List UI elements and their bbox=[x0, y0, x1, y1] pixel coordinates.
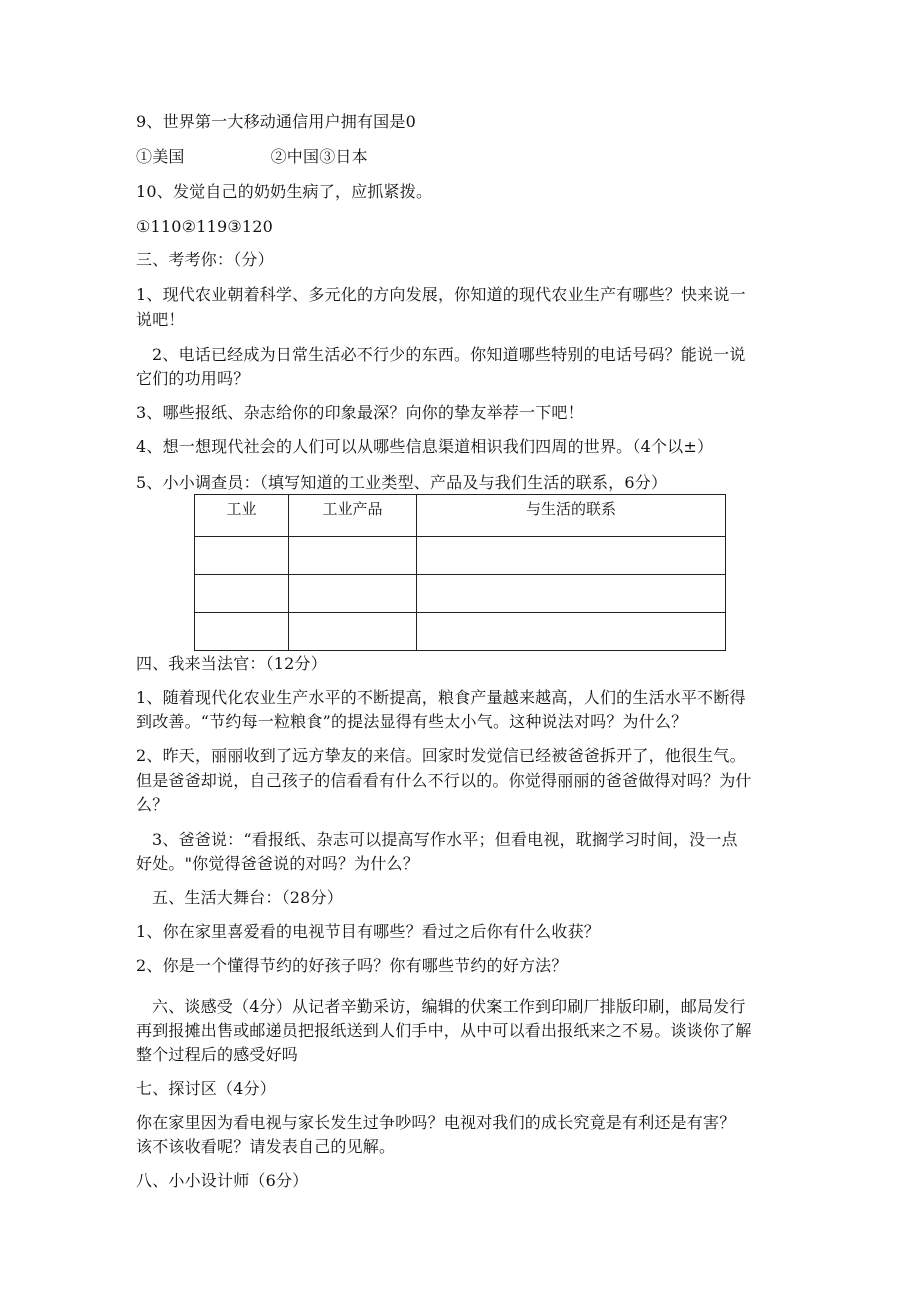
q9-option-bc: ②中国③日本 bbox=[270, 147, 368, 166]
sec4-q2-line2: 但是爸爸却说，自己孩子的信看看有什么不行以的。你觉得丽丽的爸爸做得对吗？为什 bbox=[136, 771, 752, 790]
table-row bbox=[195, 575, 726, 613]
sec4-q1-line2: 到改善。“节约每一粒粮食”的提法显得有些太小气。这种说法对吗？为什么？ bbox=[136, 712, 688, 731]
sec7-heading: 七、探讨区（4分） bbox=[136, 1079, 276, 1098]
header-industry: 工业 bbox=[195, 495, 289, 537]
q10-options: ①110②119③120 bbox=[136, 217, 274, 236]
table-row bbox=[195, 613, 726, 651]
header-products: 工业产品 bbox=[289, 495, 417, 537]
table-cell[interactable] bbox=[417, 613, 726, 651]
table-cell[interactable] bbox=[417, 575, 726, 613]
sec4-q1-line1: 1、随着现代化农业生产水平的不断提高，粮食产量越来越高，人们的生活水平不断得 bbox=[136, 688, 746, 707]
sec3-q5: 5、小小调查员：（填写知道的工业类型、产品及与我们生活的联系，6分） bbox=[136, 473, 668, 492]
sec3-q2-line2: 它们的功用吗？ bbox=[136, 369, 250, 388]
sec5-q2: 2、你是一个懂得节约的好孩子吗？你有哪些节约的好方法？ bbox=[136, 956, 568, 975]
q9-question: 9、世界第一大移动通信用户拥有国是0 bbox=[136, 112, 416, 131]
table-cell[interactable] bbox=[289, 613, 417, 651]
q9-options bbox=[136, 146, 368, 168]
q10-question: 10、发觉自己的奶奶生病了，应抓紧拨。 bbox=[136, 182, 433, 201]
sec7-line1: 你在家里因为看电视与家长发生过争吵吗？电视对我们的成长究竟是有利还是有害？ bbox=[136, 1113, 736, 1132]
sec3-q2-line1: 2、电话已经成为日常生活必不行少的东西。你知道哪些特别的电话号码？能说一说 bbox=[152, 345, 746, 364]
industry-survey-table bbox=[194, 494, 726, 651]
sec5-q1: 1、你在家里喜爱看的电视节目有哪些？看过之后你有什么收获？ bbox=[136, 922, 600, 941]
sec3-q1-line2: 说吧！ bbox=[136, 310, 185, 329]
sec4-q2-line3: 么？ bbox=[136, 795, 169, 814]
header-relation: 与生活的联系 bbox=[417, 495, 726, 537]
table-row bbox=[195, 537, 726, 575]
table-cell[interactable] bbox=[195, 537, 289, 575]
sec3-q3: 3、哪些报纸、杂志给你的印象最深？向你的挚友举荐一下吧！ bbox=[136, 403, 584, 422]
sec3-q1-line1: 1、现代农业朝着科学、多元化的方向发展，你知道的现代农业生产有哪些？快来说一 bbox=[136, 285, 746, 304]
sec3-q4: 4、想一想现代社会的人们可以从哪些信息渠道相识我们四周的世界。（4个以±） bbox=[136, 437, 714, 456]
q9-option-a: ①美国 bbox=[136, 147, 185, 166]
table-cell[interactable] bbox=[417, 537, 726, 575]
table-cell[interactable] bbox=[289, 575, 417, 613]
sec6-line1: 六、谈感受（4分）从记者辛勤采访，编辑的伏案工作到印刷厂排版印刷，邮局发行 bbox=[152, 997, 746, 1016]
table-cell[interactable] bbox=[195, 575, 289, 613]
sec4-q2-line1: 2、昨天，丽丽收到了远方挚友的来信。回家时发觉信已经被爸爸拆开了，他很生气。 bbox=[136, 746, 746, 765]
sec4-q3-line2: 好处。"你觉得爸爸说的对吗？为什么？ bbox=[136, 854, 419, 873]
sec3-heading: 三、考考你：（分） bbox=[136, 250, 274, 269]
table-cell[interactable] bbox=[289, 537, 417, 575]
sec6-line2: 再到报摊出售或邮递员把报纸送到人们手中，从中可以看出报纸来之不易。谈谈你了解 bbox=[136, 1021, 752, 1040]
table-header-row bbox=[195, 495, 726, 537]
sec4-heading: 四、我来当法官：（12分） bbox=[136, 654, 327, 673]
sec6-line3: 整个过程后的感受好吗 bbox=[136, 1045, 299, 1064]
table-cell[interactable] bbox=[195, 613, 289, 651]
sec8-heading: 八、小小设计师（6分） bbox=[136, 1171, 309, 1190]
sec5-heading: 五、生活大舞台：（28分） bbox=[152, 888, 343, 907]
sec4-q3-line1: 3、爸爸说：“看报纸、杂志可以提高写作水平；但看电视，耽搁学习时间，没一点 bbox=[152, 830, 738, 849]
sec7-line2: 该不该收看呢？请发表自己的见解。 bbox=[136, 1137, 396, 1156]
